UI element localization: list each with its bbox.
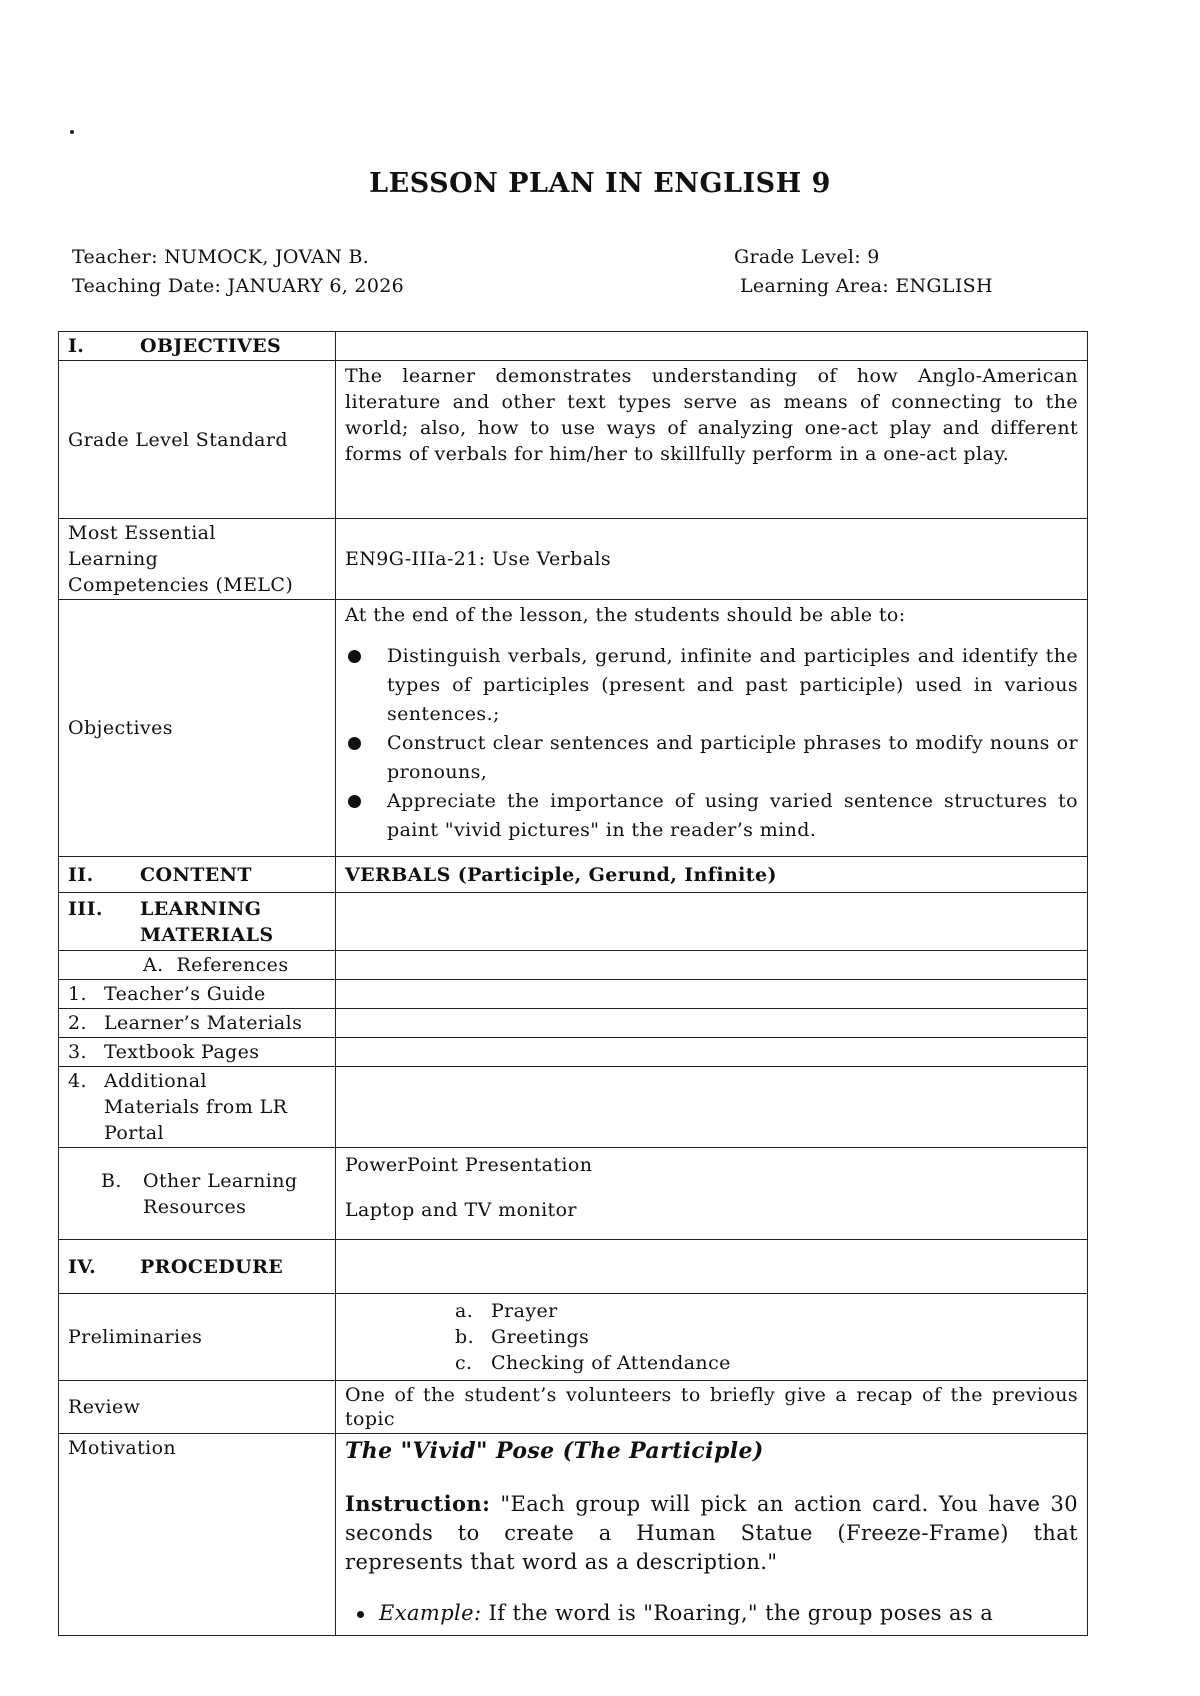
reference-item: 4. Additional Materials from LR Portal	[68, 1070, 288, 1144]
reference-row	[59, 1038, 1088, 1067]
review-row	[59, 1381, 1088, 1434]
objective-item: Distinguish verbals, gerund, infinite and participles and identify the types of participles (present and past participle) used in various sentences.;	[345, 642, 1078, 729]
resource-item: Laptop and TV monitor	[345, 1199, 577, 1221]
objectives-cell	[336, 600, 1088, 857]
motivation-row	[59, 1434, 1088, 1636]
references-label: A. References	[59, 951, 336, 980]
reference-item: 3. Textbook Pages	[68, 1041, 260, 1063]
bullet-icon	[357, 1611, 364, 1618]
review-text: One of the student’s volunteers to briefly give a recap of the previous topic	[336, 1381, 1088, 1434]
motivation-label: Motivation	[59, 1434, 336, 1636]
reference-row	[59, 1067, 1088, 1148]
learning-materials-row	[59, 893, 1088, 951]
list-item: b. Greetings	[455, 1326, 590, 1348]
list-item: a. Prayer	[455, 1300, 558, 1322]
other-resources-cell	[336, 1148, 1088, 1240]
melc-label: Most Essential Learning Competencies (MELC)	[59, 519, 336, 600]
review-label: Review	[59, 1381, 336, 1434]
preliminaries-label: Preliminaries	[59, 1294, 336, 1381]
preliminaries-list	[345, 1298, 1078, 1376]
melc-text: EN9G-IIIa-21: Use Verbals	[336, 519, 1088, 600]
reference-item: 1. Teacher’s Guide	[68, 983, 266, 1005]
learning-area-field: Learning Area: ENGLISH	[740, 275, 993, 297]
list-item: c. Checking of Attendance	[455, 1352, 731, 1374]
objectives-intro: At the end of the lesson, the students should be able to:	[345, 604, 906, 626]
other-resources-label: B. Other Learning Resources	[59, 1148, 336, 1240]
objectives-section-label: I. OBJECTIVES	[59, 332, 336, 361]
grade-level-standard-row	[59, 361, 1088, 519]
motivation-title: The "Vivid" Pose (The Participle)	[345, 1438, 764, 1464]
bullet-icon	[348, 795, 361, 808]
objectives-row	[59, 600, 1088, 857]
teaching-date-field: Teaching Date: JANUARY 6, 2026	[72, 275, 404, 297]
page-title: LESSON PLAN IN ENGLISH 9	[369, 168, 831, 199]
preliminaries-row	[59, 1294, 1088, 1381]
reference-item: 2. Learner’s Materials	[68, 1012, 303, 1034]
grade-level-standard-text: The learner demonstrates understanding of how Anglo-American literature and other text types serve as means of connecting to the world; also, how to use ways of analyzing one-act play and different forms of verbals for him/her to skillfully perform in a one-act play.	[336, 361, 1088, 519]
motivation-instruction: Instruction: "Each group will pick an action card. You have 30 seconds to create a Human Statue (Freeze-Frame) that represents that word as a description."	[345, 1491, 1078, 1574]
content-value: VERBALS (Participle, Gerund, Infinite)	[336, 857, 1088, 893]
objective-item: Appreciate the importance of using varied sentence structures to paint "vivid pictures" in the reader’s mind.	[345, 787, 1078, 845]
procedure-row	[59, 1240, 1088, 1294]
objective-item: Construct clear sentences and participle phrases to modify nouns or pronouns,	[345, 729, 1078, 787]
motivation-example: Example: If the word is "Roaring," the group poses as a	[345, 1599, 1078, 1628]
references-row	[59, 951, 1088, 980]
learning-materials-label: III. LEARNING MATERIALS	[59, 893, 336, 951]
bullet-icon	[348, 650, 361, 663]
objectives-section-row	[59, 332, 1088, 361]
grade-level-field: Grade Level: 9	[734, 246, 880, 268]
grade-level-standard-label: Grade Level Standard	[59, 361, 336, 519]
teacher-field: Teacher: NUMOCK, JOVAN B.	[72, 246, 370, 268]
bullet-icon	[348, 737, 361, 750]
content-section-label: II. CONTENT	[59, 857, 336, 893]
content-row	[59, 857, 1088, 893]
stray-dot	[70, 130, 74, 134]
reference-row	[59, 1009, 1088, 1038]
other-resources-row	[59, 1148, 1088, 1240]
reference-row	[59, 980, 1088, 1009]
motivation-cell	[336, 1434, 1088, 1636]
objectives-list	[345, 642, 1078, 845]
lesson-plan-table	[58, 331, 1088, 1636]
preliminaries-cell	[336, 1294, 1088, 1381]
melc-row	[59, 519, 1088, 600]
procedure-section-label: IV. PROCEDURE	[59, 1240, 336, 1294]
objectives-label: Objectives	[59, 600, 336, 857]
resource-item: PowerPoint Presentation	[345, 1154, 593, 1176]
